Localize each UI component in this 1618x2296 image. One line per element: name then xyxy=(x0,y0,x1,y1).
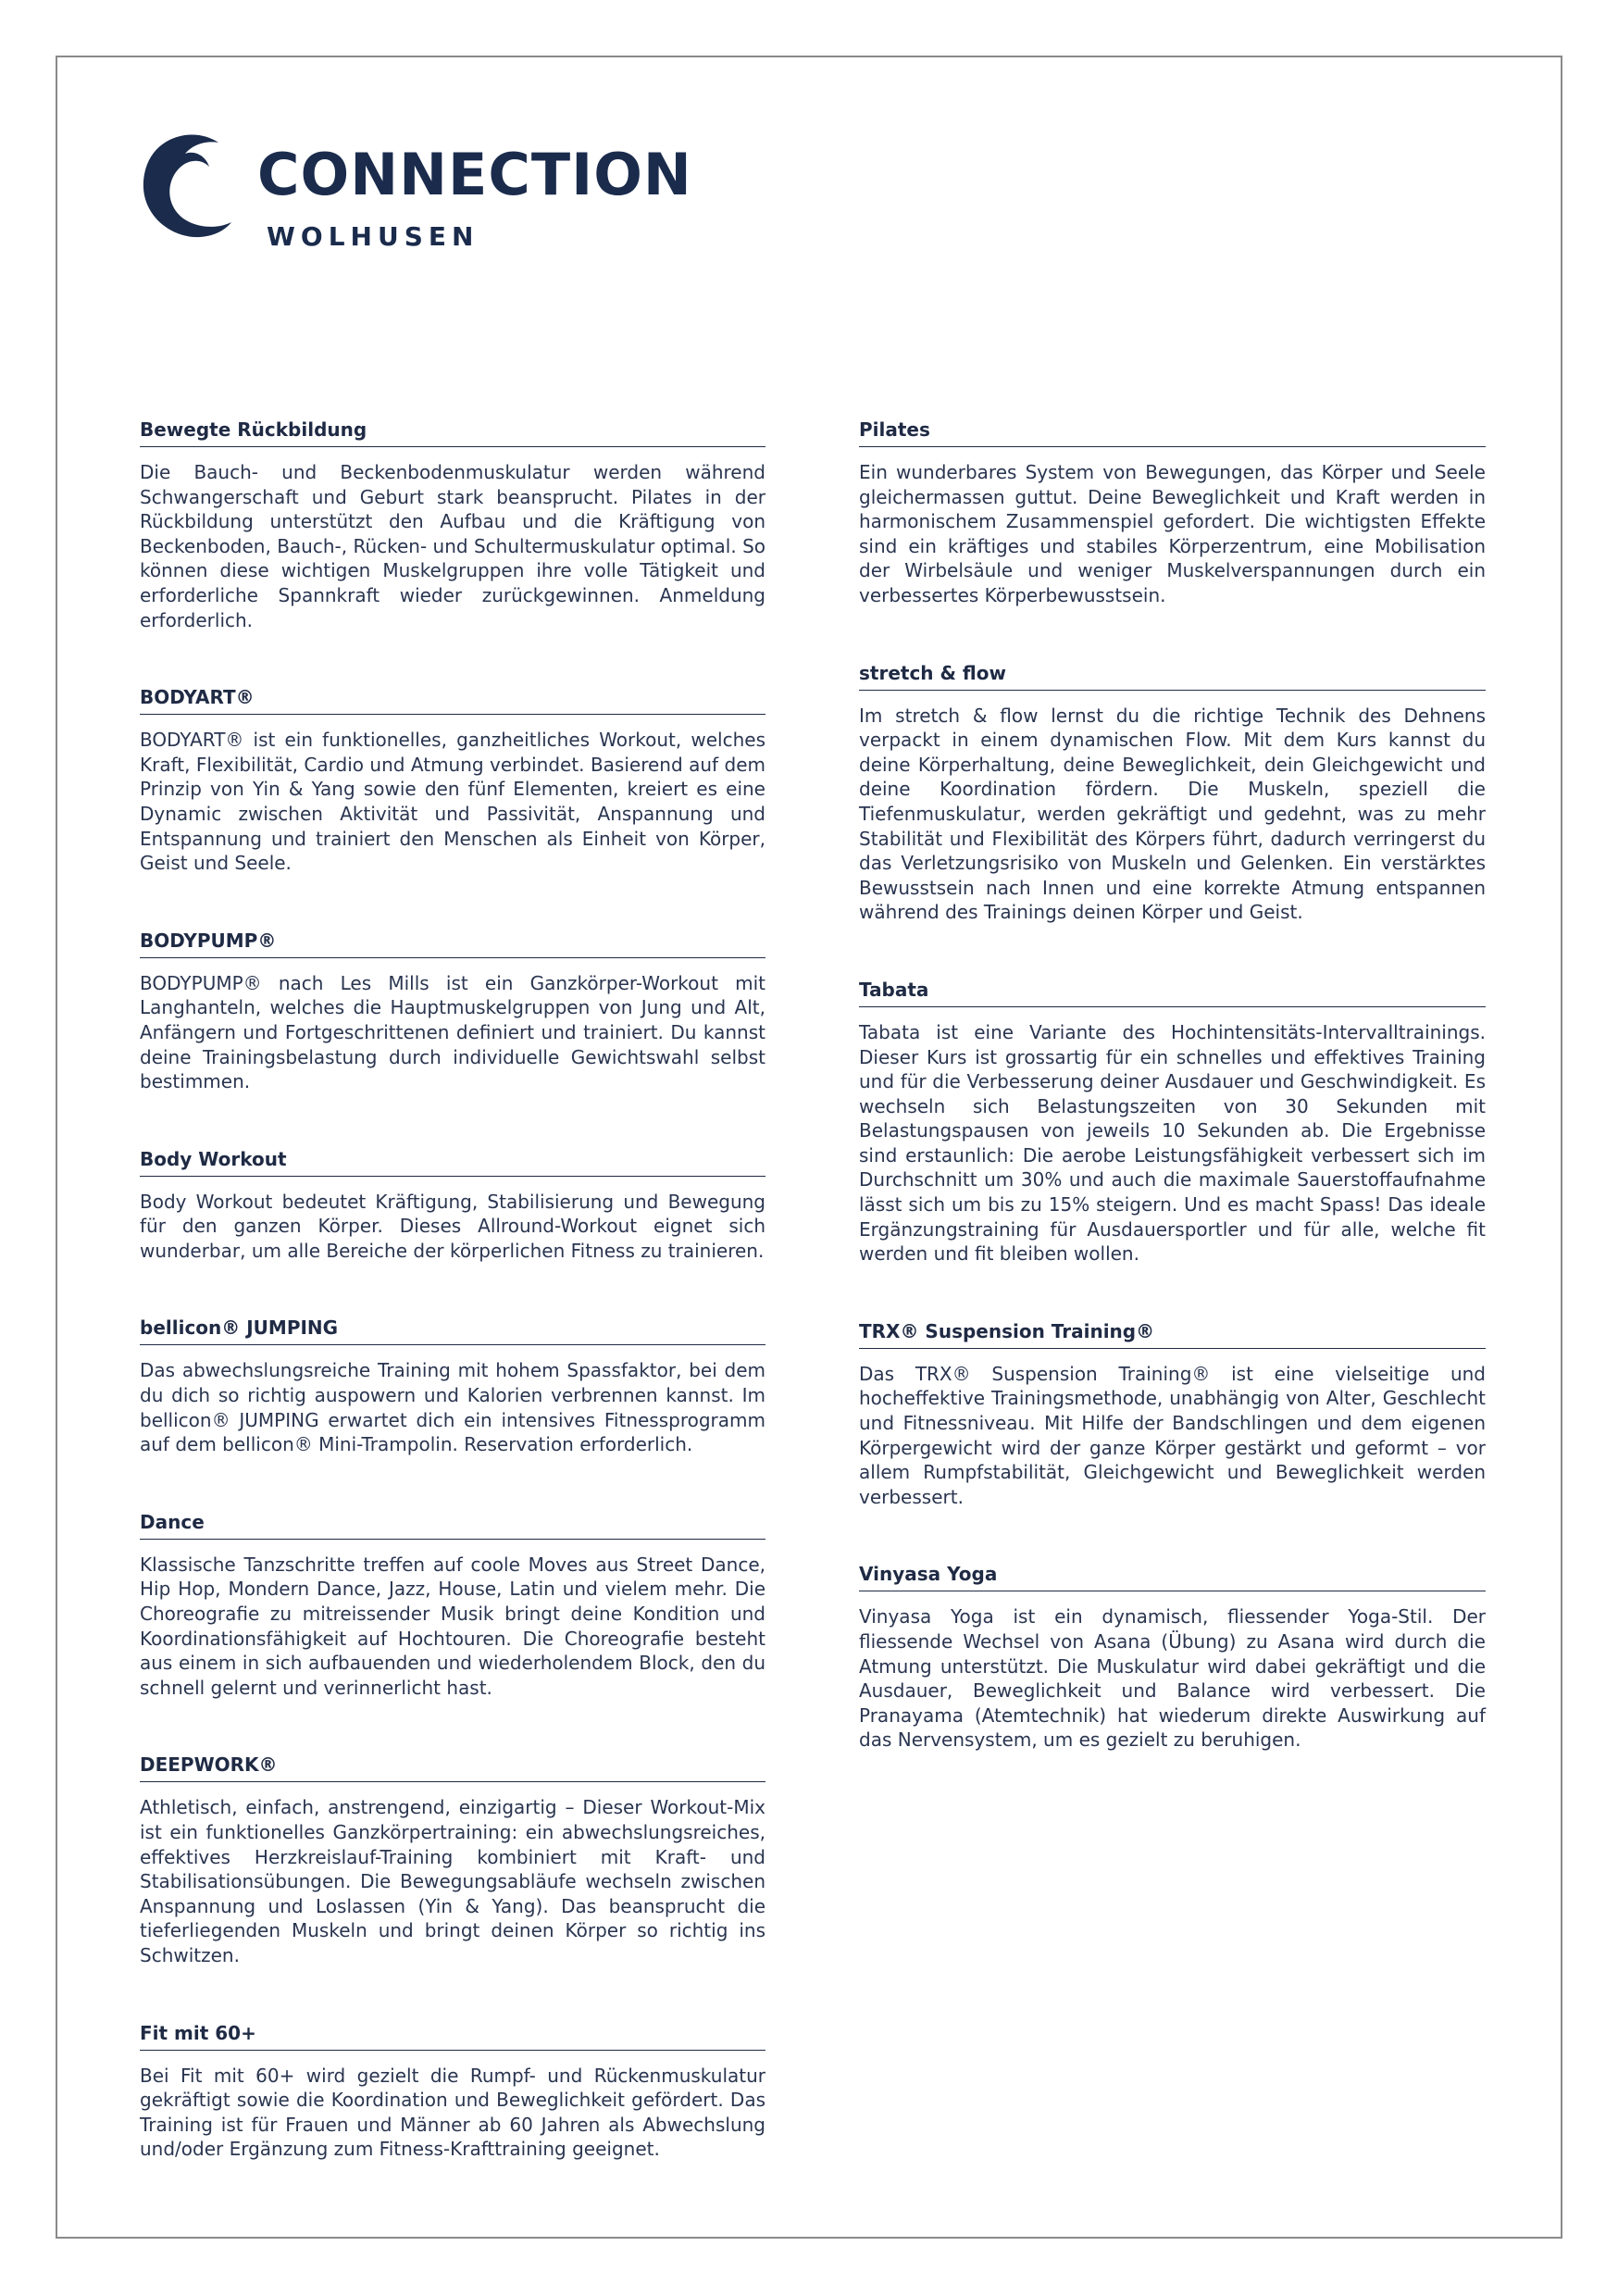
section-bodyart xyxy=(140,684,765,876)
section-body: Vinyasa Yoga ist ein dynamisch, fliessender Yoga-Stil. Der fliessende Wechsel von Asana (Übung) zu Asana wird durch die Atmung unterstützt. Die Muskulatur wird dabei gekräftigt und die Ausdauer, Beweglichkeit und Balance wird verbessert. Die Pranayama (Atemtechnik) hat wiederum direkte Auswirkung auf das Nervensystem, um es gezielt zu beruhigen. xyxy=(859,1605,1486,1752)
section-body: Bei Fit mit 60+ wird gezielt die Rumpf- und Rückenmuskulatur gekräftigt sowie die Koordination und Beweglichkeit gefördert. Das Training ist für Frauen und Männer ab 60 Jahren als Abwechslung und/oder Ergänzung zum Fitness-Krafttraining geeignet. xyxy=(140,2064,765,2161)
section-title: Fit mit 60+ xyxy=(140,2020,765,2051)
section-body: Das abwechslungsreiche Training mit hohem Spassfaktor, bei dem du dich so richtig auspowern und Kalorien verbrennen kannst. Im bellicon® JUMPING erwartet dich ein intensives Fitnessprogramm auf dem bellicon® Mini-Trampolin. Reservation erforderlich. xyxy=(140,1359,765,1456)
section-body: Athletisch, einfach, anstrengend, einzigartig – Dieser Workout-Mix ist ein funktionelles Ganzkörpertraining: ein abwechslungsreiches, effektives Herzkreislauf-Training kombiniert mit Kraft- und Stabilisationsübungen. Die Bewegungsabläufe wechseln zwischen Anspannung und Loslassen (Yin & Yang). Das beansprucht die tieferliegenden Muskeln und bringt deinen Körper so richtig ins Schwitzen. xyxy=(140,1796,765,1966)
section-title: Bewegte Rückbildung xyxy=(140,417,765,447)
brand-name: CONNECTION xyxy=(257,141,692,208)
section-title: Vinyasa Yoga xyxy=(859,1561,1486,1591)
left-column xyxy=(140,417,765,2214)
section-bewegte-rueckbildung xyxy=(140,417,765,632)
section-title: Tabata xyxy=(859,977,1486,1007)
section-title: TRX® Suspension Training® xyxy=(859,1318,1486,1349)
section-title: Body Workout xyxy=(140,1146,765,1177)
section-title: DEEPWORK® xyxy=(140,1752,765,1782)
section-title: BODYART® xyxy=(140,684,765,715)
section-bellicon-jumping xyxy=(140,1315,765,1456)
section-body: Tabata ist eine Variante des Hochintensitäts-Intervalltrainings. Dieser Kurs ist grossartig für ein schnelles und effektives Training und für die Verbesserung deiner Ausdauer und Geschwindigkeit. Es wechseln sich Belastungszeiten von 30 Sekunden mit Belastungspausen von jeweils 10 Sekunden ab. Die Ergebnisse sind erstaunlich: Die aerobe Leistungsfähigkeit verbessert sich im Durchschnitt um 30% und auch die maximale Sauerstoffaufnahme lässt sich um bis zu 15% steigern. Und es macht Spass! Das ideale Ergänzungstraining für Ausdauersportler und für alle, welche fit werden und fit bleiben wollen. xyxy=(859,1020,1486,1266)
section-body: Ein wunderbares System von Bewegungen, das Körper und Seele gleichermassen guttut. Deine Beweglichkeit und Kraft werden in harmonischem Zusammenspiel gefordert. Die wichtigsten Effekte sind ein kräftiges und stabiles Körperzentrum, eine Mobilisation der Wirbelsäule und weniger Muskelverspannungen durch ein verbessertes Körperbewusstsein. xyxy=(859,461,1486,606)
section-fit-mit-60 xyxy=(140,2020,765,2162)
right-column xyxy=(859,417,1486,1804)
section-body: Im stretch & flow lernst du die richtige Technik des Dehnens verpackt in einem dynamischen Flow. Mit dem Kurs kannst du deine Körperhaltung, deine Beweglichkeit, dein Gleichgewicht und deine Koordination fördern. Die Muskeln, speziell die Tiefenmuskulatur, werden gekräftigt und gedehnt, was zu mehr Stabilität und Flexibilität des Körpers führt, dadurch verringerst du das Verletzungsrisiko von Muskeln und Gelenken. Ein verstärktes Bewusstsein nach Innen und eine korrekte Atmung entspannen während des Trainings deinen Körper und Geist. xyxy=(859,704,1486,924)
brand-logo xyxy=(139,130,694,268)
section-tabata xyxy=(859,977,1486,1267)
section-title: bellicon® JUMPING xyxy=(140,1315,765,1345)
section-title: Dance xyxy=(140,1509,765,1540)
section-body: Die Bauch- und Beckenbodenmuskulatur werden während Schwangerschaft und Geburt stark beansprucht. Pilates in der Rückbildung unterstützt den Aufbau und die Kräftigung von Beckenboden, Bauch-, Rücken- und Schultermuskulatur optimal. So können diese wichtigen Muskelgruppen ihre volle Tätigkeit und erforderliche Spannkraft wieder zurückgewinnen. Anmeldung erforderlich. xyxy=(140,461,765,631)
section-body-workout xyxy=(140,1146,765,1264)
section-title: Pilates xyxy=(859,417,1486,447)
wave-logo-icon xyxy=(139,130,231,241)
section-body: Klassische Tanzschritte treffen auf coole Moves aus Street Dance, Hip Hop, Mondern Dance, Jazz, House, Latin und vielem mehr. Die Choreografie zu mitreissender Musik bringt deine Kondition und Koordinationsfähigkeit auf Hochtouren. Die Choreografie besteht aus einem in sich aufbauenden und wiederholendem Block, den du schnell gelernt und verinnerlicht hast. xyxy=(140,1553,765,1699)
section-dance xyxy=(140,1509,765,1701)
section-deepwork xyxy=(140,1752,765,1967)
brand-location: WOLHUSEN xyxy=(267,221,479,252)
section-title: stretch & flow xyxy=(859,660,1486,691)
section-stretch-flow xyxy=(859,660,1486,925)
section-vinyasa-yoga xyxy=(859,1561,1486,1753)
section-body: Das TRX® Suspension Training® ist eine vielseitige und hocheffektive Trainingsmethode, unabhängig von Alter, Geschlecht und Fitnessniveau. Mit Hilfe der Bandschlingen und dem eigenen Körpergewicht wird der ganze Körper gestärkt und geformt – vor allem Rumpfstabilität, Gleichgewicht und Beweglichkeit werden verbessert. xyxy=(859,1362,1486,1508)
section-body: BODYPUMP® nach Les Mills ist ein Ganzkörper-Workout mit Langhanteln, welches die Hauptmuskelgruppen von Jung und Alt, Anfängern und Fortgeschrittenen definiert und trainiert. Du kannst deine Trainingsbelastung durch individuelle Gewichtswahl selbst bestimmen. xyxy=(140,971,765,1093)
section-title: BODYPUMP® xyxy=(140,928,765,958)
section-bodypump xyxy=(140,928,765,1094)
section-body: BODYART® ist ein funktionelles, ganzheitliches Workout, welches Kraft, Flexibilität, Cardio und Atmung verbindet. Basierend auf dem Prinzip von Yin & Yang sowie den fünf Elementen, kreiert es eine Dynamic zwischen Aktivität und Passivität, Anspannung und Entspannung und trainiert den Menschen als Einheit von Körper, Geist und Seele. xyxy=(140,729,765,875)
section-trx xyxy=(859,1318,1486,1510)
section-body: Body Workout bedeutet Kräftigung, Stabilisierung und Bewegung für den ganzen Körper. Dieses Allround-Workout eignet sich wunderbar, um alle Bereiche der körperlichen Fitness zu trainieren. xyxy=(140,1190,765,1262)
section-pilates xyxy=(859,417,1486,608)
